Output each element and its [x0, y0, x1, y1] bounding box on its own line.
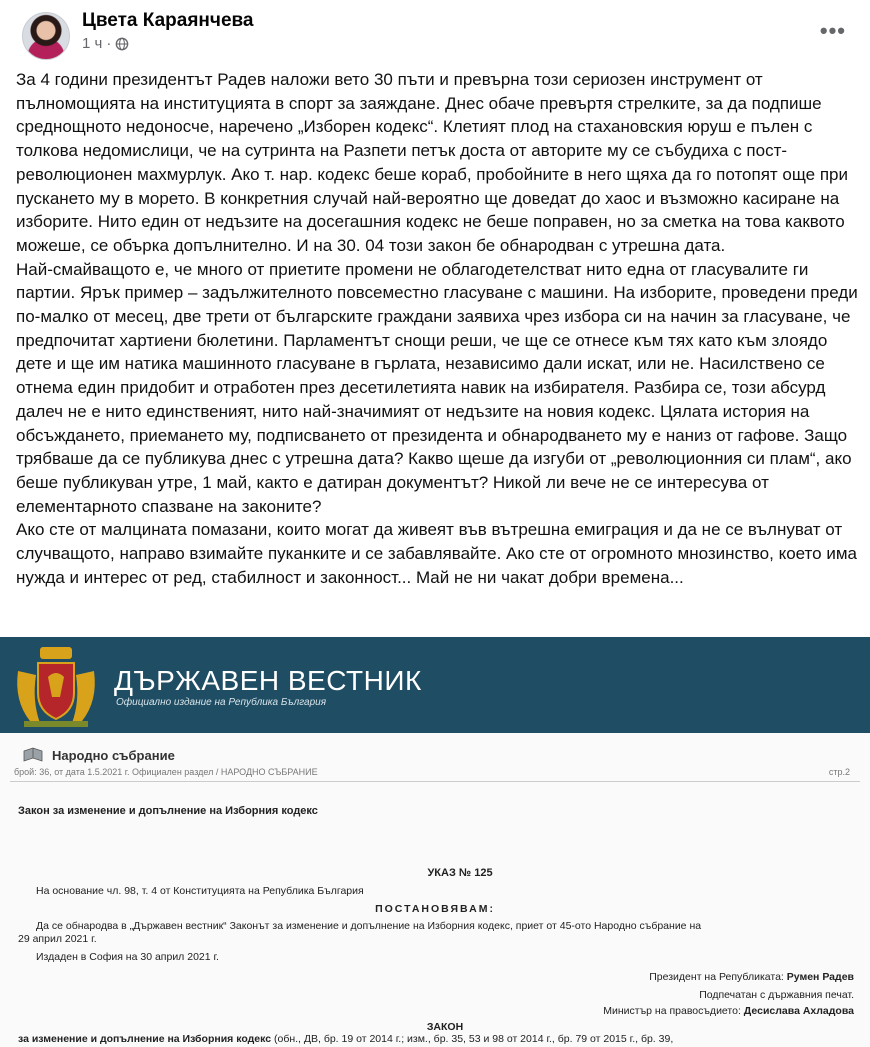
post-text	[16, 68, 858, 589]
doc-meta: брой: 36, от дата 1.5.2021 г. Официален раздел / НАРОДНО СЪБРАНИЕ	[14, 767, 318, 777]
doc-law-line-bold: за изменение и допълнение на Изборния кодекс	[18, 1033, 272, 1045]
doc-basis: На основание чл. 98, т. 4 от Конституцията на Република България	[36, 885, 364, 897]
doc-decree-title: УКАЗ № 125	[427, 867, 493, 879]
post-meta	[82, 35, 129, 52]
doc-minister	[603, 1005, 854, 1017]
doc-president-label: Президент на Републиката:	[649, 971, 784, 983]
coat-of-arms-icon	[10, 641, 102, 729]
gazette-banner	[0, 637, 870, 733]
book-icon	[22, 747, 44, 763]
post-paragraph-2: Най-смайващото е, че много от приетите промени не облагодетелстват нито една от гласувалите ги партии. Ярък пример – задължителното повсеместно гласуване с машини. На изборите, проведени преди по-малко от месец, две трети от българските граждани заявиха чрез избора си на начин за гласуване, че предпочитат хартиени бюлетини. Парламентът снощи реши, че ще се отнесе към тях като към злоядо дете и ще им натика машинното гласуване в гърлата, независимо дали искат, или не. Насилствено се отнема един придобит и отработен през десетилетията навик на избирателя. Разбира се, този абсурд далеч не е нито единственият, нито най-значимият от недъзите на новия кодекс. Цялата история на обсъждането, приемането му, подписването от президента и обнародването му е наниз от гафове. Защо трябваше да се публикува днес с утрешна дата? Какво щеше да изгуби от „революционния си плам“, ако беше публикуван утре, 1 май, както е датиран документът? Никой ли вече не се интересува от елементарното спазване на законите?	[16, 259, 858, 516]
more-icon[interactable]: •••	[819, 18, 846, 43]
doc-section-title: Народно събрание	[52, 747, 175, 763]
doc-law-heading: ЗАКОН	[426, 1021, 464, 1033]
doc-minister-label: Министър на правосъдието:	[603, 1005, 741, 1017]
doc-promulgate-date: 29 април 2021 г.	[18, 933, 97, 945]
post-header	[0, 0, 870, 64]
author-name[interactable]: Цвета Караянчева	[82, 10, 254, 31]
gazette-document	[0, 733, 870, 1047]
doc-law-title: Закон за изменение и допълнение на Изборния кодекс	[18, 805, 318, 817]
doc-issued: Издаден в София на 30 април 2021 г.	[36, 951, 219, 963]
doc-promulgate: Да се обнародва в „Държавен вестник“ Законът за изменение и допълнение на Изборния кодекс, приет от 45-ото Народно събрание на	[36, 920, 702, 932]
avatar[interactable]	[22, 12, 70, 60]
gazette-subtitle: Официално издание на Република България	[116, 697, 327, 708]
meta-separator: ·	[106, 35, 112, 52]
doc-section-row	[22, 747, 175, 763]
doc-minister-name: Десислава Ахладова	[743, 1005, 854, 1017]
gazette-title: ДЪРЖАВЕН ВЕСТНИК	[114, 665, 422, 696]
doc-law-line	[18, 1033, 673, 1045]
doc-divider	[10, 781, 860, 782]
attached-image[interactable]	[0, 637, 870, 1047]
doc-sealed: Подпечатан с държавния печат.	[699, 989, 854, 1001]
globe-icon[interactable]	[115, 37, 129, 51]
post-time[interactable]: 1 ч	[82, 35, 103, 52]
post-paragraph-3: Ако сте от малцината помазани, които могат да живеят във вътрешна емиграция и да не се вълнуват от случващото, направо взимайте пуканките и се забавлявайте. Ако сте от огромното мнозинство, което има нужда и интерес от ред, стабилност и законност... Май не ни чакат добри времена...	[16, 520, 857, 587]
doc-decree: ПОСТАНОВЯВАМ:	[375, 903, 495, 915]
post-paragraph-1: За 4 години президентът Радев наложи вето 30 пъти и превърна този сериозен инструмент от пълномощията на институцията в спорт за заяждане. Днес обаче превъртя стрелките, за да подпише среднощното недоносче, наречено „Изборен кодекс“. Клетият плод на стахановския юруш е пълен с толкова недомислици, че на сутринта на Разпети петък доста от авторите му се събудиха с пост-революционен махмурлук. Ако т. нар. кодекс беше кораб, пробойните в него щяха да го потопят още при пускането му в морето. В конкретния случай най-вероятно ще доведат до хаос и възможно касиране на изборите. Нито един от недъзите на досегашния кодекс не беше поправен, но за сметка на това каквото можеше, се обърка допълнително. И на 30. 04 този закон бе обнародван с утрешна дата.	[16, 70, 848, 255]
doc-president	[649, 971, 854, 983]
doc-page: стр.2	[828, 767, 850, 777]
doc-president-name: Румен Радев	[786, 971, 854, 983]
doc-law-line-rest: (обн., ДВ, бр. 19 от 2014 г.; изм., бр. 35, 53 и 98 от 2014 г., бр. 79 от 2015 г., бр. 39,	[271, 1033, 674, 1045]
